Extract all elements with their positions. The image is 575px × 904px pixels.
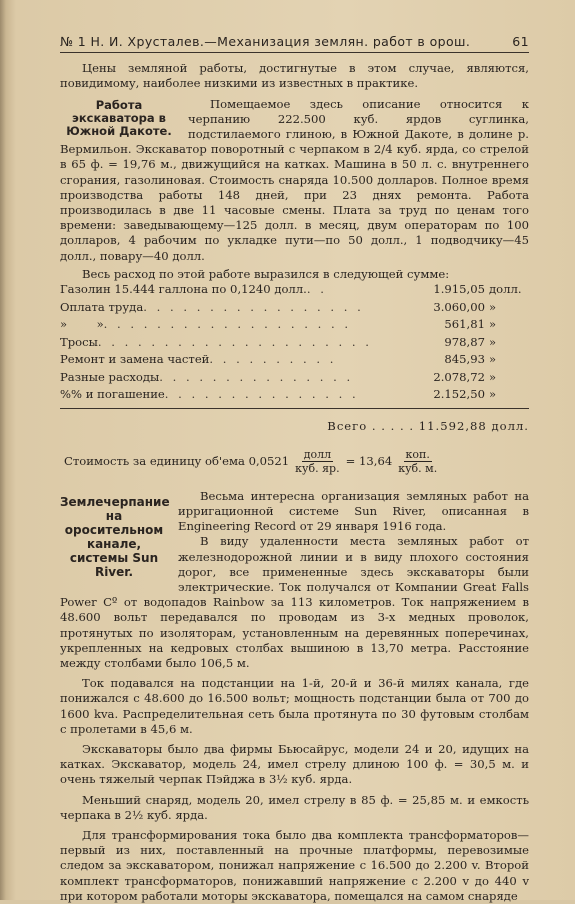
expense-amount: 561,81 [444, 317, 485, 332]
expense-leader: . . . . . . . . . . . . . . . [159, 369, 354, 384]
expense-amount: 2.078,72 [433, 369, 485, 384]
sun-river-paragraph-4: Экскаваторы было два фирмы Бьюсайрус, модели 24 и 20, идущих на катках. Экскаватор, модель 24, имел стрелу длиною 100 ф. = 30,5 м. и очень тяжелый черпак Пэйджа в 3½ куб. ярда. [60, 742, 529, 787]
sun-river-paragraph-3: Ток подавался на подстанции на 1-й, 20-й и 36-й милях канала, где понижался с 48.600 до 16.500 вольт; мощность подстанции была от 700 до 1600 kva. Распределительная сеть была протянута по 30 футовым столбам с пролетами в 45,6 м. [60, 676, 529, 736]
total-divider [60, 408, 529, 409]
section-sun-river [60, 489, 529, 904]
side-heading-sun-river: Землечерпание на оросительном канале, системы Sun River. [60, 494, 170, 579]
expense-row [60, 300, 529, 318]
fraction-numerator: коп. [405, 447, 430, 461]
expenses-total: Всего . . . . . 11.592,88 долл. [327, 418, 529, 433]
expense-name: Ремонт и замена частей [60, 352, 210, 367]
expense-leader: . . . . . . . . . . . . . . . . . . . . . [97, 334, 372, 349]
expense-unit: » [489, 369, 497, 384]
expense-amount: 978,87 [444, 334, 485, 349]
expense-name: » » [60, 317, 104, 332]
expense-leader: . . . . . . . . . . [209, 352, 337, 367]
running-header [60, 34, 529, 53]
expense-leader: . . [306, 282, 327, 297]
expense-leader: . . . . . . . . . . . . . . . . . [143, 299, 364, 314]
side-heading-south-dakota: Работа экскаватора в Южной Дакоте. [66, 97, 172, 138]
sun-river-paragraph-1: Весьма интересна организация земляных работ на ирригационной системе Sun River, описанная в Engineering Record от 29 января 1916 года. [178, 488, 529, 534]
expense-unit: » [489, 299, 497, 314]
expense-amount: 1.915,05 [433, 282, 485, 297]
south-dakota-paragraph: Помещаемое здесь описание относится к черпанию 222.500 куб. ярдов суглинка, подстилаемого глиною, в Южной Дакоте, в долине р. Вермильон. Экскаватор поворотный с черпаком в 2/4 куб. ярда, со стрелой в 65 ф. = 19,76 м., движущийся на катках. Машина в 50 л. с. внутреннего сгорания, газолиновая. Стоимость снаряда 10.500 долларов. Полное время производства работы 148 дней, при 23 днях ремонта. Работа производилась в две 11 часовые смены. Плата за труд по ценам того времени: заведывающему—125 долл. в месяц, двум операторам по 100 долларов, 4 рабочим по укладке пути—по 50 долл., 1 подводчику—45 долл., повару—40 долл. [60, 96, 529, 263]
expense-unit: » [489, 387, 497, 402]
sun-river-paragraph-6: Для трансформирования тока было два комплекта трансформаторов—первый из них, поставленный на прочные платформы, перевозимые следом за экскаватором, понижал напряжение с 16.500 до 2.200 v. Второй комплект трансформаторов, понижавший напряжение с 2.200 v до 440 v при котором работали моторы экскаватора, помещался на самом снаряде [60, 828, 529, 903]
expense-name: Разные расходы [60, 369, 160, 384]
fraction-dollars-per-yard [293, 448, 341, 475]
expense-row [60, 370, 529, 388]
formula-middle: = 13,64 [345, 453, 393, 468]
expense-row [60, 352, 529, 370]
fraction-kopecks-per-meter [396, 448, 439, 475]
expense-name: Тросы [60, 334, 98, 349]
expense-amount: 3.060,00 [433, 299, 485, 314]
running-title: № 1 Н. И. Хрусталев.—Механизация землян. работ в орош. [60, 34, 471, 49]
expenses-title: Весь расход по этой работе выразился в следующей сумме: [82, 266, 450, 281]
expense-name: Газолин 15.444 галлона по 0,1240 долл. [60, 282, 307, 297]
sun-river-paragraph-5: Меньший снаряд, модель 20, имел стрелу в 85 ф. = 25,85 м. и емкость черпака в 2½ куб. ярда. [60, 792, 529, 822]
expense-row [60, 317, 529, 335]
expenses-table [60, 282, 529, 405]
unit-cost-formula [64, 448, 529, 475]
expense-amount: 2.152,50 [433, 387, 485, 402]
expense-row [60, 335, 529, 353]
expense-name: Оплата труда [60, 299, 144, 314]
sun-river-paragraph-2: В виду удаленности места земляных работ от железнодорожной линии и в виду плохого состояния дорог, все примененные здесь экскаваторы были электрические. Ток получался от Компании Great Falls Power Cº от водопадов Rainbow за 113 километров. Ток напряжением в 48.600 вольт передавался по проводам из 3-х медных проволок, протянутых по изоляторам, установленным на деревянных поперечинах, укрепленных на кедровых столбах вышиною в 13,70 метра. Расстояние между столбами было 106,5 м. [60, 534, 529, 670]
expense-row [60, 282, 529, 300]
expense-leader: . . . . . . . . . . . . . . . [164, 387, 359, 402]
expense-leader: . . . . . . . . . . . . . . . . . . . [103, 317, 352, 332]
fraction-denominator: куб. яр. [295, 461, 340, 475]
section-south-dakota [60, 97, 529, 264]
expense-unit: » [489, 352, 497, 367]
fraction-denominator: куб. м. [398, 461, 438, 475]
expense-unit: » [489, 334, 497, 349]
expense-name: %% и погашение [60, 387, 165, 402]
expense-unit: » [489, 317, 497, 332]
intro-paragraph: Цены земляной работы, достигнутые в этом случае, являются, повидимому, наиболее низкими из известных в практике. [60, 61, 529, 91]
expense-row [60, 387, 529, 405]
fraction-numerator: долл [303, 447, 332, 461]
expense-amount: 845,93 [444, 352, 485, 367]
page-number: 61 [512, 34, 529, 49]
formula-prefix: Стоимость за единицу об'ема 0,0521 [64, 453, 290, 468]
expense-unit: долл. [489, 282, 522, 297]
